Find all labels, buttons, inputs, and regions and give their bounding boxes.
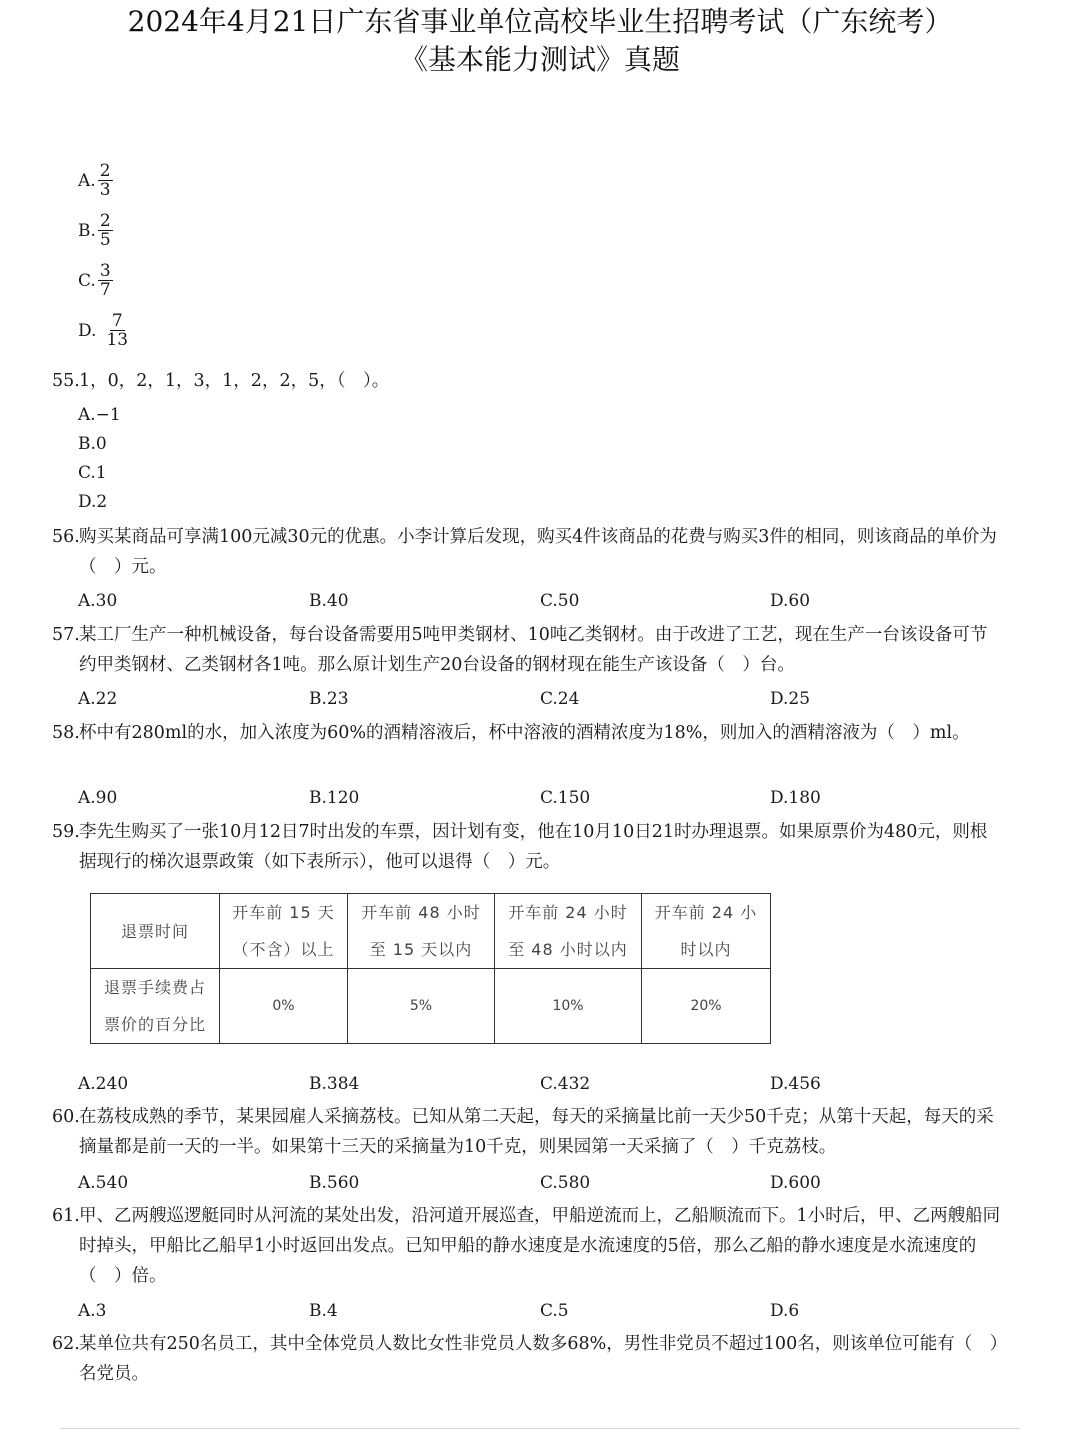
q60-option-d[interactable]: D.600 [770, 1173, 821, 1193]
q57-option-a[interactable]: A.22 [78, 689, 118, 709]
question-text: 某工厂生产一种机械设备，每台设备需要用5吨甲类钢材、10吨乙类钢材。由于改进了工艺，现在生产一台该设备可节约甲类钢材、乙类钢材各1吨。那么原计划生产20台设备的钢材现在能生产该设备（ ）台。 [79, 625, 988, 675]
q54-option-d[interactable] [78, 312, 130, 349]
q61-option-c[interactable]: C.5 [540, 1301, 569, 1321]
q57-option-c[interactable]: C.24 [540, 689, 580, 709]
option-label: C. [78, 270, 96, 291]
question-62 [52, 1329, 1002, 1389]
q55-option-d[interactable]: D.2 [78, 492, 108, 512]
question-number: 58. [52, 723, 80, 743]
q55-option-c[interactable]: C.1 [78, 463, 107, 483]
fraction-numerator: 7 [111, 311, 123, 331]
table-row [91, 969, 771, 1044]
q59-option-c[interactable]: C.432 [540, 1074, 591, 1094]
question-number: 59. [52, 822, 80, 842]
question-56 [52, 522, 1002, 582]
q61-option-b[interactable]: B.4 [309, 1301, 338, 1321]
fraction-denominator: 13 [106, 330, 129, 350]
fraction [104, 312, 130, 349]
q57-option-b[interactable]: B.23 [309, 689, 349, 709]
table-header-cell: 开车前 48 小时 至 15 天以内 [348, 894, 495, 969]
q57-option-d[interactable]: D.25 [770, 689, 811, 709]
option-label: A. [78, 170, 96, 191]
fraction-numerator: 2 [99, 161, 111, 181]
fraction [98, 162, 113, 199]
question-text: 某单位共有250名员工，其中全体党员人数比女性非党员人数多68%，男性非党员不超过100名，则该单位可能有（ ）名党员。 [79, 1334, 999, 1384]
question-number: 61. [52, 1206, 80, 1226]
table-header-cell: 退票时间 [91, 894, 220, 969]
table-cell: 0% [220, 969, 348, 1044]
question-number: 62. [52, 1334, 80, 1354]
q56-option-c[interactable]: C.50 [540, 591, 580, 611]
q54-option-a[interactable] [78, 162, 113, 199]
table-cell: 10% [495, 969, 642, 1044]
fraction [98, 212, 113, 249]
doc-title-line2: 《基本能力测试》真题 [399, 43, 680, 76]
q56-option-d[interactable]: D.60 [770, 591, 811, 611]
q58-option-b[interactable]: B.120 [309, 788, 360, 808]
q54-option-c[interactable] [78, 262, 113, 299]
table-header-cell: 退票手续费占 票价的百分比 [91, 969, 220, 1044]
question-text: 在荔枝成熟的季节，某果园雇人采摘荔枝。已知从第二天起，每天的采摘量比前一天少50千克；从第十天起，每天的采摘量都是前一天的一半。如果第十三天的采摘量为10千克，则果园第一天采摘了（ ）千克荔枝。 [79, 1107, 994, 1157]
question-text: 甲、乙两艘巡逻艇同时从河流的某处出发，沿河道开展巡查，甲船逆流而上，乙船顺流而下。1小时后，甲、乙两艘船同时掉头，甲船比乙船早1小时返回出发点。已知甲船的静水速度是水流速度的5倍，那么乙船的静水速度是水流速度的（ ）倍。 [79, 1206, 1001, 1286]
question-number: 55. [52, 371, 80, 391]
q58-option-a[interactable]: A.90 [78, 788, 118, 808]
option-label: D. [78, 320, 97, 341]
q54-option-b[interactable] [78, 212, 113, 249]
q59-option-a[interactable]: A.240 [78, 1074, 129, 1094]
q60-option-c[interactable]: C.580 [540, 1173, 591, 1193]
table-cell: 5% [348, 969, 495, 1044]
question-number: 56. [52, 527, 80, 547]
q55-option-b[interactable]: B.0 [78, 434, 107, 454]
q61-option-a[interactable]: A.3 [78, 1301, 107, 1321]
table-row [91, 894, 771, 969]
q56-option-b[interactable]: B.40 [309, 591, 349, 611]
q58-option-d[interactable]: D.180 [770, 788, 821, 808]
table-header-cell: 开车前 24 小时 至 48 小时以内 [495, 894, 642, 969]
question-60 [52, 1102, 1002, 1162]
q59-option-b[interactable]: B.384 [309, 1074, 360, 1094]
question-number: 57. [52, 625, 80, 645]
table-header-cell: 开车前 24 小 时以内 [642, 894, 771, 969]
fraction-denominator: 7 [99, 280, 111, 300]
question-55 [52, 366, 1002, 396]
fraction [98, 262, 113, 299]
fraction-denominator: 5 [99, 230, 111, 250]
q56-option-a[interactable]: A.30 [78, 591, 118, 611]
q55-option-a[interactable]: A.−1 [78, 405, 121, 425]
question-58 [52, 718, 1002, 748]
question-61 [52, 1201, 1002, 1291]
question-text: 李先生购买了一张10月12日7时出发的车票，因计划有变，他在10月10日21时办理退票。如果原票价为480元，则根据现行的梯次退票政策（如下表所示），他可以退得（ ）元。 [79, 822, 988, 872]
question-number: 60. [52, 1107, 80, 1127]
question-59 [52, 817, 1002, 877]
table-header-cell: 开车前 15 天 （不含）以上 [220, 894, 348, 969]
question-text: 1，0，2，1，3，1，2，2，5，（ ）。 [79, 371, 390, 391]
refund-fee-table [90, 893, 771, 1044]
q58-option-c[interactable]: C.150 [540, 788, 591, 808]
option-label: B. [78, 220, 96, 241]
question-text: 购买某商品可享满100元减30元的优惠。小李计算后发现，购买4件该商品的花费与购买3件的相同，则该商品的单价为（ ）元。 [79, 527, 997, 577]
fraction-denominator: 3 [99, 180, 111, 200]
q60-option-b[interactable]: B.560 [309, 1173, 360, 1193]
doc-title-line1: 2024年4月21日广东省事业单位高校毕业生招聘考试（广东统考） [127, 5, 953, 38]
question-text: 杯中有280ml的水，加入浓度为60%的酒精溶液后，杯中溶液的酒精浓度为18%，则加入的酒精溶液为（ ）ml。 [79, 723, 970, 743]
q59-option-d[interactable]: D.456 [770, 1074, 821, 1094]
question-57 [52, 620, 1002, 680]
fraction-numerator: 3 [99, 261, 111, 281]
fraction-numerator: 2 [99, 211, 111, 231]
page-divider [60, 1428, 1020, 1429]
q60-option-a[interactable]: A.540 [78, 1173, 129, 1193]
table-cell: 20% [642, 969, 771, 1044]
q61-option-d[interactable]: D.6 [770, 1301, 800, 1321]
